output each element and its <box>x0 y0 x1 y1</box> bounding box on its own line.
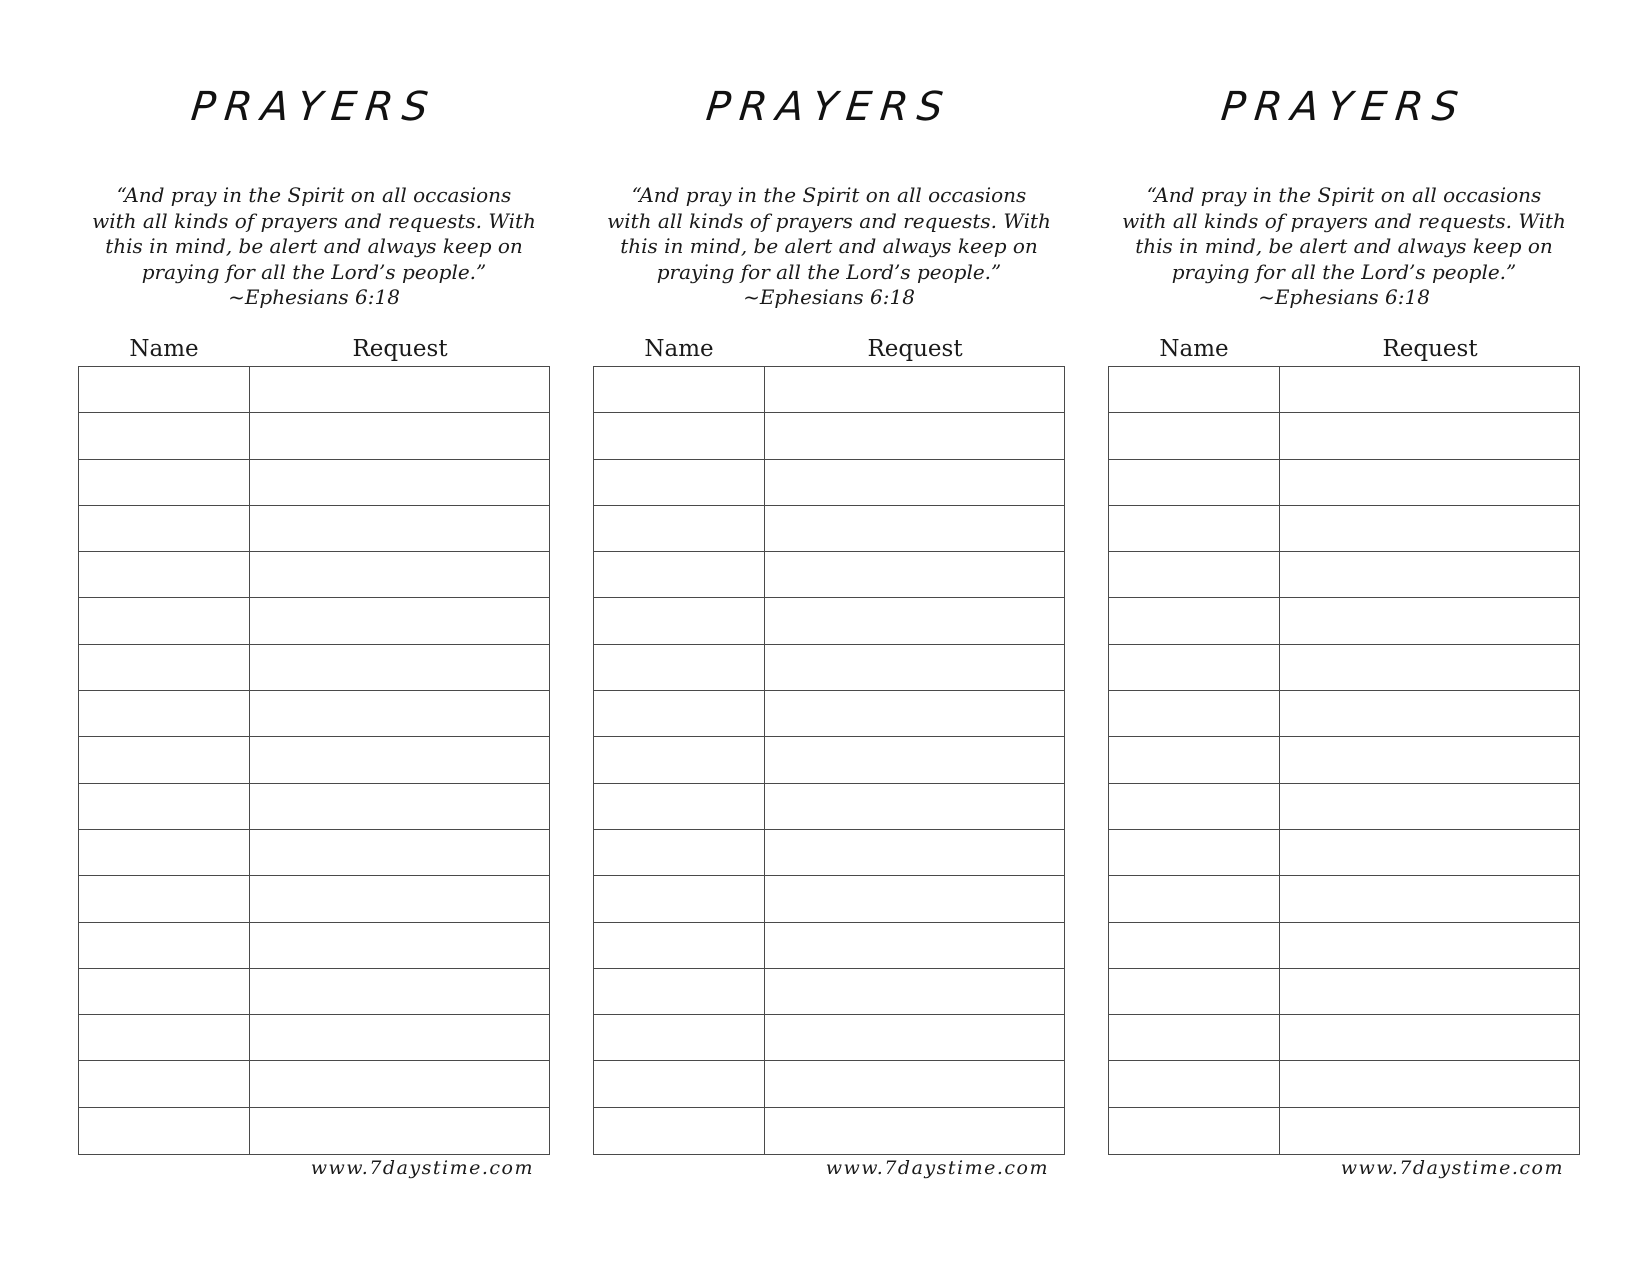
table-row <box>1109 830 1579 876</box>
verse-line: “And pray in the Spirit on all occasions <box>1146 183 1542 207</box>
request-cell <box>765 969 1064 1014</box>
scripture-verse <box>78 183 550 311</box>
table-row <box>79 413 549 459</box>
name-cell <box>1109 737 1280 782</box>
panel-title: PRAYERS <box>188 84 439 130</box>
request-cell <box>765 784 1064 829</box>
table-row <box>594 552 1064 598</box>
request-cell <box>250 1108 549 1154</box>
table-row <box>79 737 549 783</box>
footer-url: www.7daystime.com <box>825 1157 1049 1179</box>
table-row <box>594 876 1064 922</box>
table-row <box>1109 923 1579 969</box>
request-cell <box>765 923 1064 968</box>
table-row <box>79 552 549 598</box>
table-row <box>79 598 549 644</box>
footer-url: www.7daystime.com <box>1340 1157 1564 1179</box>
name-cell <box>79 460 250 505</box>
request-cell <box>250 784 549 829</box>
request-cell <box>1280 598 1579 643</box>
name-cell <box>594 876 765 921</box>
name-cell <box>1109 876 1280 921</box>
request-cell <box>765 737 1064 782</box>
prayer-request-table <box>593 366 1065 1155</box>
panel-title: PRAYERS <box>1218 84 1469 130</box>
request-cell <box>765 598 1064 643</box>
name-cell <box>1109 552 1280 597</box>
request-cell <box>765 830 1064 875</box>
request-cell <box>1280 645 1579 690</box>
name-cell <box>79 876 250 921</box>
request-cell <box>1280 506 1579 551</box>
table-row <box>79 1061 549 1107</box>
request-cell <box>1280 830 1579 875</box>
request-cell <box>1280 552 1579 597</box>
name-cell <box>594 923 765 968</box>
request-cell <box>1280 460 1579 505</box>
request-cell <box>250 460 549 505</box>
name-cell <box>594 969 765 1014</box>
table-row <box>79 876 549 922</box>
table-row <box>79 645 549 691</box>
table-row <box>594 969 1064 1015</box>
scripture-verse <box>593 183 1065 311</box>
request-cell <box>250 923 549 968</box>
table-row <box>1109 1061 1579 1107</box>
table-row <box>1109 691 1579 737</box>
name-cell <box>1109 923 1280 968</box>
table-row <box>594 923 1064 969</box>
request-cell <box>765 691 1064 736</box>
request-cell <box>1280 969 1579 1014</box>
table-row <box>1109 598 1579 644</box>
name-cell <box>594 367 765 412</box>
request-cell <box>250 1015 549 1060</box>
name-cell <box>594 1108 765 1154</box>
verse-line: with all kinds of prayers and requests. With <box>607 208 1051 233</box>
request-cell <box>250 737 549 782</box>
name-cell <box>594 784 765 829</box>
table-row <box>1109 1015 1579 1061</box>
table-row <box>594 691 1064 737</box>
verse-line: praying for all the Lord’s people.” <box>656 259 1002 284</box>
name-cell <box>79 1015 250 1060</box>
request-cell <box>1280 691 1579 736</box>
name-cell <box>594 598 765 643</box>
name-cell <box>79 969 250 1014</box>
table-row <box>594 645 1064 691</box>
verse-line: this in mind, be alert and always keep on <box>1135 234 1553 258</box>
verse-line: this in mind, be alert and always keep on <box>620 234 1038 258</box>
name-cell <box>1109 830 1280 875</box>
name-cell <box>79 1061 250 1106</box>
request-cell <box>1280 784 1579 829</box>
name-cell <box>594 645 765 690</box>
name-column-header: Name <box>129 336 199 362</box>
name-cell <box>79 598 250 643</box>
request-cell <box>1280 1108 1579 1154</box>
table-row <box>594 737 1064 783</box>
request-cell <box>765 876 1064 921</box>
table-row <box>1109 784 1579 830</box>
verse-line: praying for all the Lord’s people.” <box>141 259 487 284</box>
name-cell <box>79 506 250 551</box>
name-cell <box>594 737 765 782</box>
table-row <box>594 1108 1064 1154</box>
name-cell <box>79 784 250 829</box>
footer-url: www.7daystime.com <box>310 1157 534 1179</box>
request-cell <box>1280 1015 1579 1060</box>
name-cell <box>594 506 765 551</box>
name-column-header: Name <box>1159 336 1229 362</box>
table-row <box>594 413 1064 459</box>
name-cell <box>79 737 250 782</box>
name-cell <box>1109 969 1280 1014</box>
request-cell <box>250 506 549 551</box>
name-cell <box>594 413 765 458</box>
name-cell <box>79 413 250 458</box>
table-row <box>79 367 549 413</box>
name-cell <box>1109 1061 1280 1106</box>
request-cell <box>250 691 549 736</box>
prayer-request-table <box>1108 366 1580 1155</box>
request-cell <box>1280 876 1579 921</box>
panel-title: PRAYERS <box>703 84 954 130</box>
table-row <box>1109 413 1579 459</box>
table-row <box>1109 367 1579 413</box>
name-cell <box>594 691 765 736</box>
name-cell <box>1109 645 1280 690</box>
table-row <box>1109 1108 1579 1154</box>
request-cell <box>1280 367 1579 412</box>
table-row <box>79 969 549 1015</box>
table-row <box>79 1015 549 1061</box>
name-cell <box>79 367 250 412</box>
name-cell <box>1109 1108 1280 1154</box>
request-cell <box>1280 923 1579 968</box>
request-cell <box>250 830 549 875</box>
verse-line: with all kinds of prayers and requests. With <box>1122 208 1566 233</box>
verse-line: “And pray in the Spirit on all occasions <box>631 183 1027 207</box>
table-row <box>79 923 549 969</box>
table-row <box>594 784 1064 830</box>
name-column-header: Name <box>644 336 714 362</box>
table-row <box>79 506 549 552</box>
verse-reference: ~Ephesians 6:18 <box>228 285 400 309</box>
scripture-verse <box>1108 183 1580 311</box>
table-row <box>1109 506 1579 552</box>
verse-line: this in mind, be alert and always keep on <box>105 234 523 258</box>
request-cell <box>250 413 549 458</box>
table-row <box>594 598 1064 644</box>
name-cell <box>79 552 250 597</box>
table-row <box>79 830 549 876</box>
name-cell <box>1109 1015 1280 1060</box>
verse-line: praying for all the Lord’s people.” <box>1171 259 1517 284</box>
name-cell <box>594 1061 765 1106</box>
request-cell <box>765 645 1064 690</box>
request-cell <box>1280 413 1579 458</box>
name-cell <box>79 923 250 968</box>
name-cell <box>1109 413 1280 458</box>
prayer-panel-3 <box>1108 0 1580 1275</box>
name-cell <box>1109 460 1280 505</box>
request-cell <box>765 460 1064 505</box>
verse-line: with all kinds of prayers and requests. With <box>92 208 536 233</box>
verse-line: “And pray in the Spirit on all occasions <box>116 183 512 207</box>
prayer-panel-2 <box>593 0 1065 1275</box>
table-row <box>79 460 549 506</box>
request-cell <box>250 969 549 1014</box>
name-cell <box>79 1108 250 1154</box>
name-cell <box>594 1015 765 1060</box>
name-cell <box>1109 691 1280 736</box>
table-row <box>1109 737 1579 783</box>
name-cell <box>1109 367 1280 412</box>
request-column-header: Request <box>352 336 448 362</box>
table-row <box>1109 876 1579 922</box>
request-cell <box>1280 1061 1579 1106</box>
name-cell <box>79 645 250 690</box>
table-row <box>1109 969 1579 1015</box>
table-row <box>594 367 1064 413</box>
name-cell <box>79 830 250 875</box>
table-row <box>1109 460 1579 506</box>
request-cell <box>250 1061 549 1106</box>
request-cell <box>765 552 1064 597</box>
name-cell <box>594 830 765 875</box>
name-cell <box>1109 784 1280 829</box>
request-cell <box>250 598 549 643</box>
prayer-panel-1 <box>78 0 550 1275</box>
name-cell <box>79 691 250 736</box>
request-cell <box>250 876 549 921</box>
name-cell <box>1109 598 1280 643</box>
name-cell <box>594 552 765 597</box>
table-row <box>1109 645 1579 691</box>
request-cell <box>250 367 549 412</box>
table-row <box>594 830 1064 876</box>
request-cell <box>250 552 549 597</box>
request-cell <box>765 1061 1064 1106</box>
table-row <box>594 460 1064 506</box>
table-row <box>79 1108 549 1154</box>
request-cell <box>765 413 1064 458</box>
name-cell <box>1109 506 1280 551</box>
verse-reference: ~Ephesians 6:18 <box>743 285 915 309</box>
request-cell <box>765 506 1064 551</box>
request-cell <box>765 1108 1064 1154</box>
request-cell <box>1280 737 1579 782</box>
table-row <box>79 691 549 737</box>
table-row <box>1109 552 1579 598</box>
verse-reference: ~Ephesians 6:18 <box>1258 285 1430 309</box>
request-cell <box>765 367 1064 412</box>
request-column-header: Request <box>867 336 963 362</box>
request-column-header: Request <box>1382 336 1478 362</box>
request-cell <box>250 645 549 690</box>
prayer-request-table <box>78 366 550 1155</box>
table-row <box>594 1015 1064 1061</box>
table-row <box>594 1061 1064 1107</box>
table-row <box>594 506 1064 552</box>
name-cell <box>594 460 765 505</box>
table-row <box>79 784 549 830</box>
request-cell <box>765 1015 1064 1060</box>
